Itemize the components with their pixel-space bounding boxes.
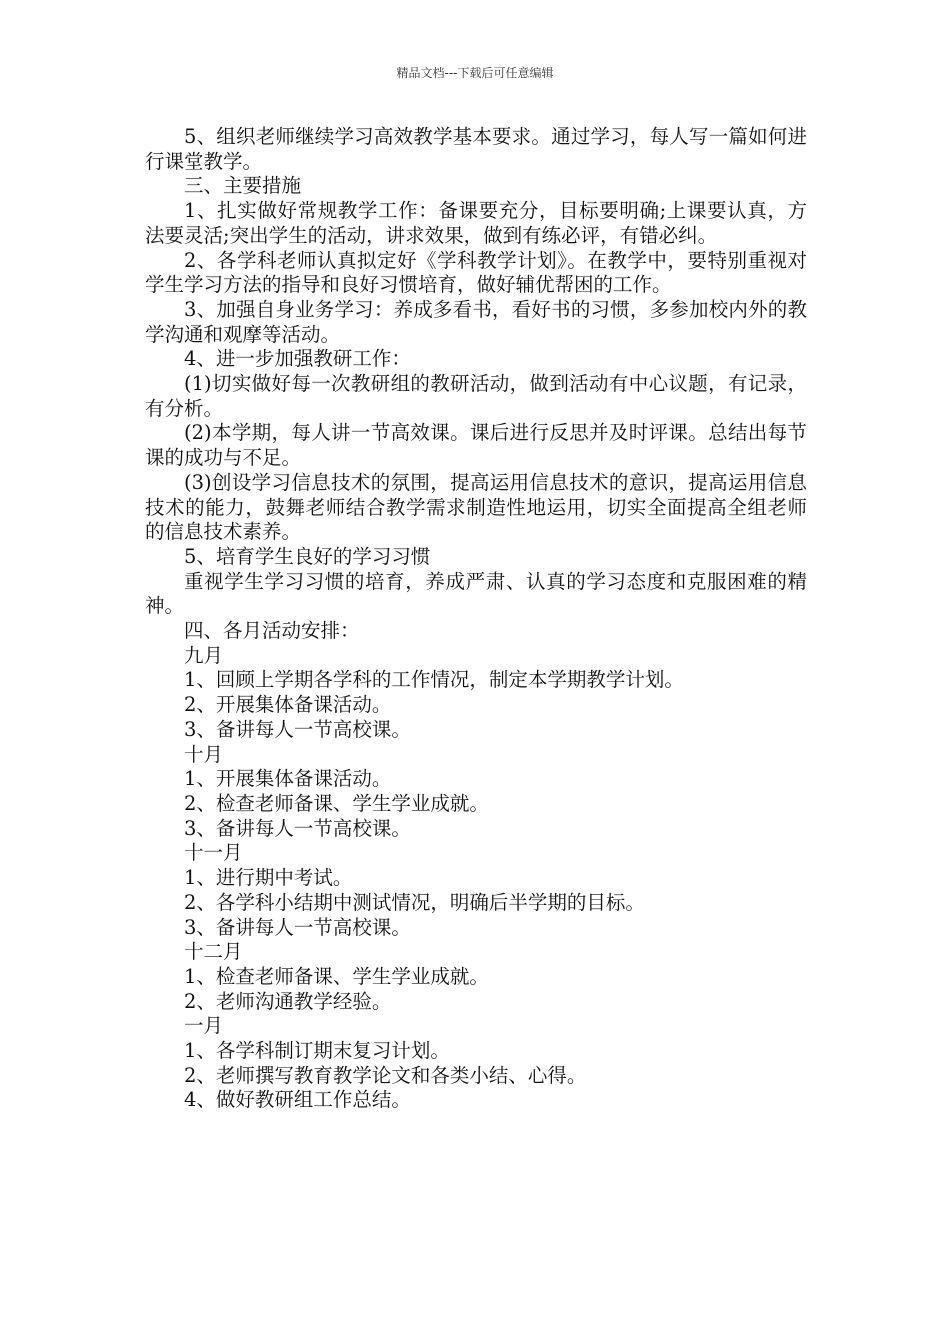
schedule-item: 1、开展集体备课活动。 [184, 767, 392, 791]
schedule-item: 2、各学科小结期中测试情况，明确后半学期的目标。 [184, 890, 645, 914]
paragraph: (1)切实做好每一次教研组的教研活动，做到活动有中心议题，有记录，有分析。 [145, 372, 807, 420]
schedule-item: 2、检查老师备课、学生学业成就。 [184, 791, 489, 815]
paragraph: (3)创设学习信息技术的氛围，提高运用信息技术的意识，提高运用信息技术的能力，鼓舞老师结合教学需求制造性地运用，切实全面提高全组老师的信息技术素养。 [145, 470, 807, 544]
month-heading: 十月 [184, 742, 224, 766]
paragraph: 重视学生学习习惯的培育，养成严肃、认真的学习态度和克服困难的精神。 [145, 569, 807, 618]
month-heading: 十二月 [184, 940, 243, 964]
schedule-item: 2、老师撰写教育教学论文和各类小结、心得。 [184, 1063, 587, 1087]
schedule-item: 2、开展集体备课活动。 [184, 693, 392, 717]
paragraph: 3、加强自身业务学习：养成多看书，看好书的习惯，多参加校内外的教学沟通和观摩等活动。 [145, 297, 807, 346]
paragraph: 5、组织老师继续学习高效教学基本要求。通过学习，每人写一篇如何进行课堂教学。 [145, 125, 807, 173]
month-heading: 一月 [184, 1014, 224, 1038]
paragraph: 4、进一步加强教研工作： [184, 347, 411, 371]
month-heading: 十一月 [184, 841, 243, 865]
section-heading: 三、主要措施 [184, 174, 302, 198]
paragraph: (2)本学期，每人讲一节高效课。课后进行反思并及时评课。总结出每节课的成功与不足。 [145, 421, 807, 470]
paragraph: 5、培育学生良好的学习习惯 [184, 544, 431, 568]
schedule-item: 3、备讲每人一节高校课。 [184, 717, 411, 741]
schedule-item: 1、回顾上学期各学科的工作情况，制定本学期教学计划。 [184, 668, 684, 692]
section-heading: 四、各月活动安排： [184, 619, 360, 643]
schedule-item: 1、各学科制订期末复习计划。 [184, 1039, 450, 1063]
schedule-item: 1、检查老师备课、学生学业成就。 [184, 964, 489, 988]
paragraph: 2、各学科老师认真拟定好《学科教学计划》。在教学中，要特别重视对学生学习方法的指导和良好习惯培育，做好辅优帮困的工作。 [145, 248, 807, 297]
schedule-item: 4、做好教研组工作总结。 [184, 1088, 411, 1112]
month-heading: 九月 [184, 643, 224, 667]
document-body [145, 125, 807, 1113]
schedule-item: 2、老师沟通教学经验。 [184, 989, 392, 1013]
schedule-item: 3、备讲每人一节高校课。 [184, 816, 411, 840]
schedule-item: 1、进行期中考试。 [184, 866, 353, 890]
schedule-item: 3、备讲每人一节高校课。 [184, 915, 411, 939]
paragraph: 1、扎实做好常规教学工作：备课要充分，目标要明确;上课要认真，方法要灵活;突出学生的活动，讲求效果，做到有练必评，有错必纠。 [145, 199, 807, 247]
page-header: 精品文档---下载后可任意编辑 [396, 66, 554, 80]
